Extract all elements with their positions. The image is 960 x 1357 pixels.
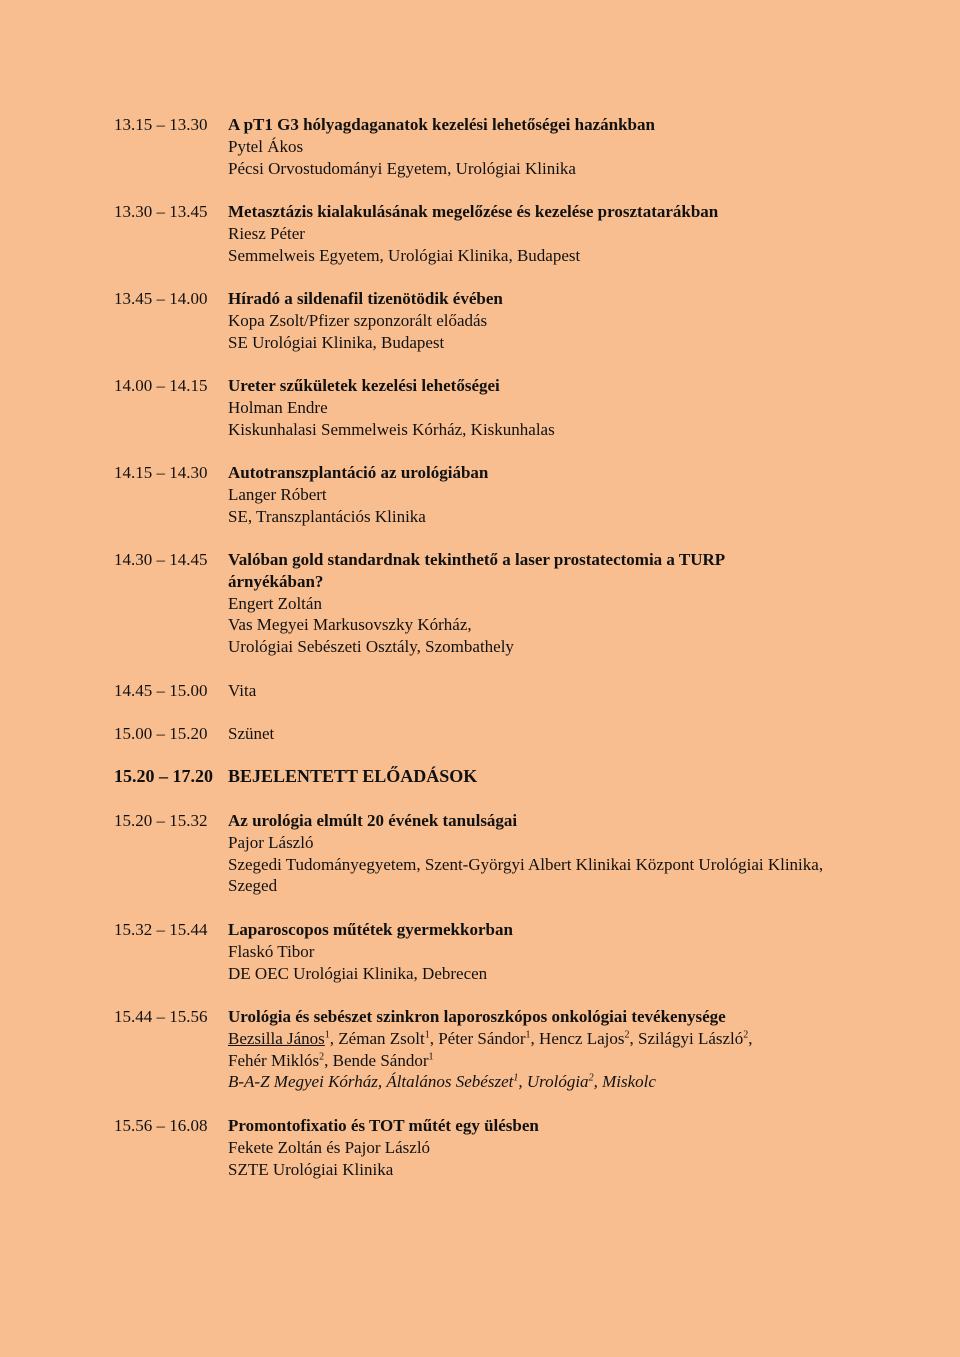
- session-row: [114, 680, 834, 702]
- affiliation: , Miskolc: [593, 1072, 656, 1092]
- affiliation: DE OEC Urológiai Klinika, Debrecen: [228, 963, 488, 983]
- speaker: Flaskó Tibor: [228, 941, 315, 961]
- session-time: 13.30 – 13.45: [114, 202, 208, 221]
- author-affil-index: 1: [424, 1029, 430, 1041]
- session-row: [114, 114, 834, 179]
- session-time: 14.45 – 15.00: [114, 681, 208, 700]
- affiliation: SE Urológiai Klinika, Budapest: [228, 332, 445, 352]
- session-title: Ureter szűkületek kezelési lehetőségei: [228, 376, 500, 395]
- session-row: [114, 201, 834, 266]
- session-time: 13.15 – 13.30: [114, 115, 208, 134]
- session-row: [114, 462, 834, 527]
- session-time: 14.15 – 14.30: [114, 463, 208, 482]
- section-time: 15.20 – 17.20: [114, 766, 213, 786]
- session-time: 15.56 – 16.08: [114, 1116, 208, 1135]
- session-row: [114, 1115, 834, 1180]
- session-label: Vita: [228, 681, 257, 700]
- author-name: Bende Sándor: [332, 1050, 429, 1070]
- affil-index: 2: [588, 1072, 594, 1084]
- session-title: Valóban gold standardnak tekinthető a laser prostatectomia a TURP árnyékában?: [228, 550, 725, 591]
- affiliation: B-A-Z Megyei Kórház, Általános Sebészet: [228, 1072, 514, 1092]
- session-title: Metasztázis kialakulásának megelőzése és kezelése prosztatarákban: [228, 202, 719, 221]
- session-row: [114, 919, 834, 984]
- session-title: Híradó a sildenafil tizenötödik évében: [228, 289, 503, 308]
- author-name: Fehér Miklós: [228, 1050, 320, 1070]
- section-heading-row: [114, 766, 834, 788]
- affiliation: , Urológia: [518, 1072, 589, 1092]
- speaker: Langer Róbert: [228, 484, 327, 504]
- speaker: Kopa Zsolt/Pfizer szponzorált előadás: [228, 310, 488, 330]
- session-row: [114, 375, 834, 440]
- session-row: [114, 1006, 834, 1093]
- author-affil-index: 2: [319, 1050, 325, 1062]
- author-affil-index: 2: [743, 1029, 749, 1041]
- session-time: 15.32 – 15.44: [114, 920, 208, 939]
- separator: ,: [629, 1028, 638, 1048]
- author-affil-index: 1: [324, 1029, 330, 1041]
- author-name: Zéman Zsolt: [338, 1028, 425, 1048]
- speaker: Riesz Péter: [228, 223, 305, 243]
- session-title: Laparoscopos műtétek gyermekkorban: [228, 920, 513, 939]
- session-time: 13.45 – 14.00: [114, 289, 208, 308]
- session-row: [114, 723, 834, 745]
- affiliation: SZTE Urológiai Klinika: [228, 1159, 394, 1179]
- affiliation: Vas Megyei Markusovszky Kórház,: [228, 615, 472, 635]
- affiliation: Kiskunhalasi Semmelweis Kórház, Kiskunhalas: [228, 419, 555, 439]
- separator: ,: [329, 1028, 339, 1048]
- speaker: Pajor László: [228, 832, 314, 852]
- session-title: Promontofixatio és TOT műtét egy ülésben: [228, 1116, 539, 1135]
- session-time: 15.44 – 15.56: [114, 1007, 208, 1026]
- author-affil-index: 1: [428, 1050, 434, 1062]
- session-time: 14.00 – 14.15: [114, 376, 208, 395]
- session-row: [114, 549, 834, 658]
- session-title: A pT1 G3 hólyagdaganatok kezelési lehetőségei hazánkban: [228, 115, 655, 134]
- session-row: [114, 288, 834, 353]
- affiliation-list: [228, 1071, 813, 1093]
- speaker: Holman Endre: [228, 397, 328, 417]
- author-list: [228, 1028, 813, 1050]
- author-affil-index: 1: [525, 1029, 531, 1041]
- affiliation: Semmelweis Egyetem, Urológiai Klinika, Budapest: [228, 245, 581, 265]
- affiliation: Szegedi Tudományegyetem, Szent-Györgyi Albert Klinikai Központ Urológiai Klinika, Szeged: [228, 854, 824, 896]
- session-row: [114, 810, 834, 897]
- session-label: Szünet: [228, 724, 275, 743]
- session-title: Autotranszplantáció az urológiában: [228, 463, 489, 482]
- author-name: Szilágyi László: [637, 1028, 744, 1048]
- separator: ,: [429, 1028, 439, 1048]
- affiliation: SE, Transzplantációs Klinika: [228, 506, 426, 526]
- affiliation: Pécsi Orvostudományi Egyetem, Urológiai Klinika: [228, 158, 576, 178]
- author-affil-index: 2: [624, 1029, 630, 1041]
- separator: ,: [748, 1028, 753, 1048]
- speaker: Fekete Zoltán és Pajor László: [228, 1137, 431, 1157]
- affiliation: Urológiai Sebészeti Osztály, Szombathely: [228, 637, 514, 657]
- affil-index: 1: [513, 1072, 519, 1084]
- author-name: Hencz Lajos: [539, 1028, 625, 1048]
- session-title: Az urológia elmúlt 20 évének tanulságai: [228, 811, 518, 830]
- speaker: Pytel Ákos: [228, 136, 304, 156]
- session-title: Urológia és sebészet szinkron laporoszkópos onkológiai tevékenysége: [228, 1007, 726, 1026]
- session-time: 14.30 – 14.45: [114, 550, 208, 569]
- separator: ,: [324, 1050, 333, 1070]
- session-time: 15.20 – 15.32: [114, 811, 208, 830]
- author-name: Péter Sándor: [438, 1028, 526, 1048]
- author-list: [228, 1050, 813, 1072]
- author-name: Bezsilla János: [228, 1028, 325, 1048]
- section-heading: BEJELENTETT ELŐADÁSOK: [228, 766, 478, 786]
- separator: ,: [530, 1028, 540, 1048]
- session-time: 15.00 – 15.20: [114, 724, 208, 743]
- speaker: Engert Zoltán: [228, 593, 322, 613]
